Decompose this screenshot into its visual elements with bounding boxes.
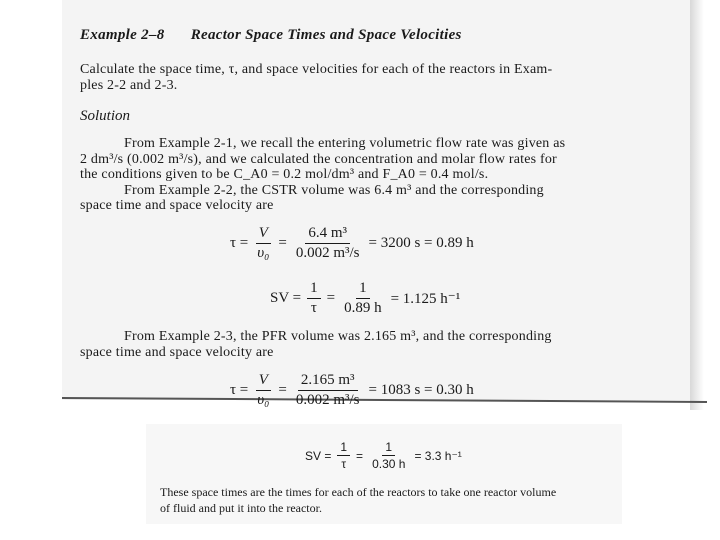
eq-result: = 1083 s = 0.30 h bbox=[368, 382, 474, 398]
denominator: υ₀ bbox=[257, 245, 270, 261]
para-line: the conditions given to be C_A0 = 0.2 mol/dm³ and F_A0 = 0.4 mol/s. bbox=[80, 167, 489, 182]
fraction bbox=[307, 280, 321, 317]
para-line: 2 dm³/s (0.002 m³/s), and we calculated the concentration and molar flow rates for bbox=[80, 151, 557, 167]
fraction bbox=[293, 372, 363, 409]
intro-line: Calculate the space time, τ, and space velocities for each of the reactors in Exam- bbox=[80, 62, 553, 77]
equation-space-time-pfr bbox=[230, 372, 480, 409]
eq-lhs: τ = bbox=[230, 235, 249, 251]
solution-heading: Solution bbox=[80, 108, 131, 124]
fraction bbox=[254, 225, 272, 262]
intro-line: ples 2-2 and 2-3. bbox=[80, 77, 178, 93]
numerator: 1 bbox=[307, 280, 321, 299]
numerator: 6.4 m³ bbox=[305, 225, 350, 244]
equation-space-time-cstr bbox=[230, 225, 480, 262]
numerator: 2.165 m³ bbox=[298, 372, 358, 391]
example-heading: Reactor Space Times and Space Velocities bbox=[190, 27, 462, 43]
denominator: υ₀ bbox=[257, 392, 270, 408]
denominator: 0.002 m³/s bbox=[295, 245, 360, 261]
para-line: From Example 2-2, the CSTR volume was 6.4 m³ and the corresponding bbox=[124, 182, 544, 198]
intro-text bbox=[80, 62, 695, 93]
numerator: V bbox=[256, 225, 271, 244]
eq-lhs: τ = bbox=[230, 382, 249, 398]
denominator: τ bbox=[341, 457, 347, 471]
denominator: 0.89 h bbox=[344, 300, 382, 316]
eq-sign: = bbox=[356, 448, 364, 463]
eq-lhs: SV = bbox=[305, 448, 332, 463]
example-label: Example 2–8 bbox=[80, 27, 165, 43]
fraction bbox=[341, 280, 385, 317]
numerator: 1 bbox=[356, 280, 370, 299]
fraction bbox=[337, 440, 350, 471]
eq-result: = 3200 s = 0.89 h bbox=[368, 235, 474, 251]
equation-space-velocity-pfr bbox=[305, 440, 468, 471]
para-line: space time and space velocity are bbox=[80, 344, 274, 360]
denominator: 0.30 h bbox=[372, 457, 406, 471]
paragraph-2 bbox=[80, 329, 695, 360]
eq-sign: = bbox=[326, 290, 336, 306]
equation-space-velocity-cstr bbox=[270, 280, 466, 317]
eq-sign: = bbox=[278, 235, 287, 251]
eq-lhs: SV = bbox=[270, 290, 302, 306]
eq-sign: = bbox=[278, 382, 287, 398]
fraction bbox=[293, 225, 363, 262]
paragraph-1 bbox=[80, 136, 695, 214]
example-title bbox=[80, 27, 462, 44]
closing-line: of fluid and put it into the reactor. bbox=[160, 501, 322, 515]
numerator: 1 bbox=[337, 440, 350, 456]
numerator: V bbox=[256, 372, 271, 391]
eq-result: = 3.3 h⁻¹ bbox=[414, 448, 462, 463]
fraction bbox=[369, 440, 408, 471]
denominator: 0.002 m³/s bbox=[295, 392, 360, 408]
eq-result: = 1.125 h⁻¹ bbox=[390, 291, 461, 307]
closing-text bbox=[160, 484, 630, 516]
closing-line: These space times are the times for each of the reactors to take one reactor volume bbox=[160, 485, 557, 499]
para-line: From Example 2-1, we recall the entering volumetric flow rate was given as bbox=[124, 136, 566, 151]
numerator: 1 bbox=[382, 440, 395, 456]
para-line: From Example 2-3, the PFR volume was 2.165 m³, and the corresponding bbox=[124, 329, 552, 344]
denominator: τ bbox=[310, 300, 317, 316]
para-line: space time and space velocity are bbox=[80, 198, 274, 213]
fraction bbox=[254, 372, 272, 409]
